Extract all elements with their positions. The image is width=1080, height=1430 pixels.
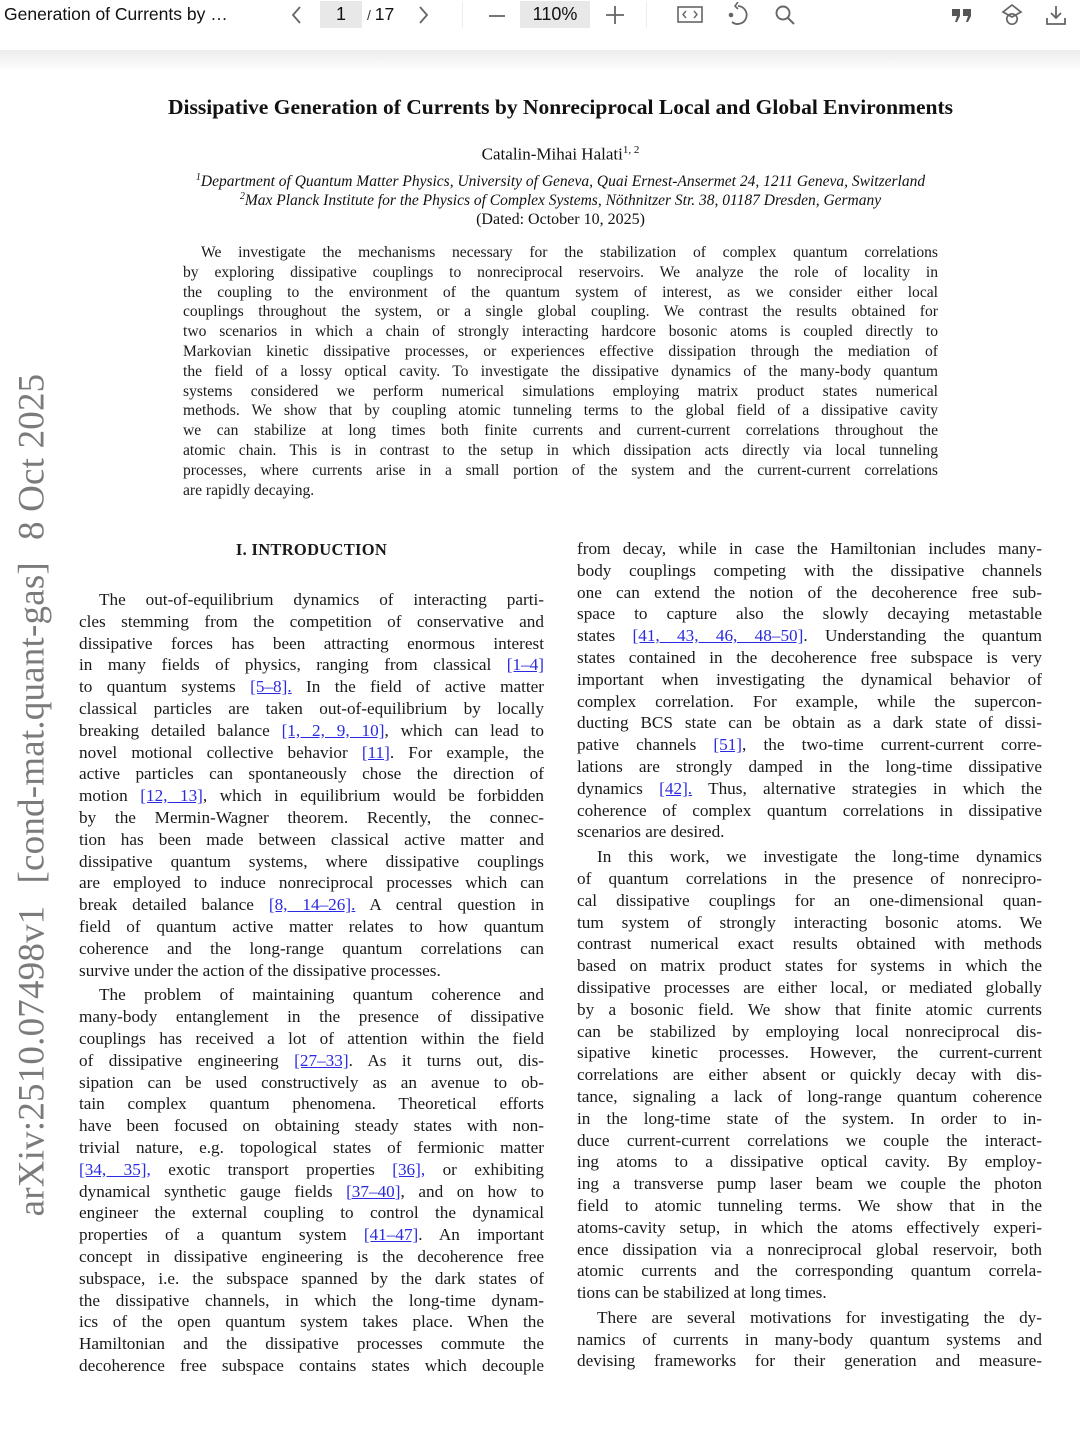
- citation-link[interactable]: [34, 35],: [79, 1159, 151, 1179]
- text-line: [577, 669, 1042, 691]
- text-line: [577, 1195, 1042, 1217]
- affiliation-1: [0, 172, 1080, 191]
- author-name: Catalin-Mihai Halati: [481, 144, 623, 164]
- line-text: are employed to induce nonreciprocal processes which can: [79, 873, 544, 893]
- left-column: [79, 537, 544, 1377]
- line-text: tum system of strongly interacting bosonic atoms. We: [577, 912, 1042, 932]
- line-text: . Understanding the quantum: [803, 626, 1042, 646]
- chevron-left-icon: [290, 5, 304, 25]
- line-text: properties of a quantum system: [79, 1225, 364, 1245]
- text-line: [577, 734, 1042, 756]
- abstract-line: atomic chain. This is in contrast to the setup in which dissipation acts directly via local tunneling: [183, 441, 938, 459]
- rotate-icon: [726, 2, 750, 28]
- arxiv-category: [cond-mat.quant-gas]: [11, 562, 53, 884]
- fit-page-icon: [677, 5, 703, 25]
- chevron-right-icon: [416, 5, 430, 25]
- citation-link[interactable]: [41, 43, 46, 48–50]: [632, 626, 804, 646]
- pdf-viewer-toolbar: [0, 0, 1080, 30]
- affiliation-2: [0, 191, 1080, 210]
- text-line: [577, 1151, 1042, 1173]
- line-text: cles stemming from the competition of conservative and: [79, 611, 544, 631]
- text-line: [79, 698, 544, 720]
- text-line: [577, 912, 1042, 934]
- line-text: novel motional collective behavior: [79, 742, 362, 762]
- line-text: sipative kinetic processes. However, the current-current: [577, 1043, 1042, 1063]
- text-line: [577, 890, 1042, 912]
- line-text: correlations are either absent or quickly decay with dis-: [577, 1065, 1042, 1085]
- line-text: exotic transport properties: [150, 1159, 393, 1179]
- abstract-line: the coupling to the environment of the quantum system of interest, as we consider either local: [183, 283, 938, 301]
- line-text: of dissipative engineering: [79, 1050, 295, 1070]
- text-line: [577, 933, 1042, 955]
- citation-link[interactable]: [1–4]: [506, 655, 544, 675]
- citation-link[interactable]: [41–47]: [363, 1225, 419, 1245]
- line-text: tain complex quantum phenomena. Theoretical efforts: [79, 1094, 544, 1114]
- citation-link[interactable]: [8, 14–26].: [268, 895, 356, 915]
- text-line: [79, 1268, 544, 1290]
- search-icon: [774, 4, 796, 26]
- line-text: tions can be stabilized at long times.: [577, 1283, 827, 1303]
- line-text: by a bosonic field. We show that finite atomic currents: [577, 999, 1042, 1019]
- rotate-button[interactable]: [725, 3, 751, 27]
- text-line: [577, 846, 1042, 868]
- line-text: couplings has received a lot of attention within the field: [79, 1028, 544, 1048]
- line-text: namics of currents in many-body quantum systems and: [577, 1329, 1042, 1349]
- text-line: [79, 1224, 544, 1246]
- line-text: one can extend the notion of the decoherence free sub-: [577, 582, 1042, 602]
- text-line: [79, 829, 544, 851]
- affiliation-text: Max Planck Institute for the Physics of Complex Systems, Nöthnitzer Str. 38, 01187 Dresden, Germany: [244, 192, 882, 210]
- page-total: / 17: [367, 4, 395, 24]
- line-text: complex correlation. For example, while the supercon-: [577, 691, 1042, 711]
- author: [0, 144, 1080, 165]
- line-text: active particles can spontaneously chose the direction of: [79, 764, 544, 784]
- text-line: [577, 1173, 1042, 1195]
- toolbar-divider: [462, 1, 463, 28]
- line-text: the dissipative channels, in which the long-time dynam-: [79, 1290, 544, 1310]
- line-text: pative channels: [577, 735, 714, 755]
- text-line: [577, 756, 1042, 778]
- citation-link[interactable]: [42].: [659, 778, 693, 798]
- line-text: of quantum correlations in the presence of nonrecipro-: [577, 868, 1042, 888]
- page-number-input[interactable]: [320, 1, 362, 28]
- text-line: [79, 633, 544, 655]
- author-affiliation-marks: 1, 2: [622, 144, 640, 156]
- line-text: dynamics: [577, 778, 660, 798]
- affiliation-text: Department of Quantum Matter Physics, University of Geneva, Quai Ernest-Ansermet 24, 1211 Geneva, Switzerland: [200, 173, 926, 191]
- text-line: [577, 538, 1042, 560]
- line-text: A central question in: [355, 895, 544, 915]
- text-line: [577, 800, 1042, 822]
- line-text: decoherence free subspace contains states which decouple: [79, 1355, 544, 1375]
- line-text: sipation can be used constructively as an avenue to ob-: [79, 1072, 544, 1092]
- line-text: , and on how to: [400, 1181, 544, 1201]
- text-line: [79, 1159, 544, 1181]
- line-text: ducting BCS state can be obtain as a dark state of dissi-: [577, 713, 1042, 733]
- line-text: survive under the action of the dissipative processes.: [79, 960, 441, 980]
- abstract-line: are rapidly decaying.: [183, 481, 315, 499]
- line-text: cal dissipative couplings for an one-dimensional quan-: [577, 890, 1042, 910]
- text-line: [79, 1050, 544, 1072]
- text-line: [79, 1028, 544, 1050]
- abstract-line: the field of a lossy optical cavity. To investigate the dissipative dynamics of the many-body quantum: [183, 362, 938, 380]
- text-line: [79, 1246, 544, 1268]
- line-text: scenarios are desired.: [577, 822, 725, 842]
- citation-link[interactable]: [37–40]: [346, 1181, 401, 1201]
- scholar-button[interactable]: [1000, 3, 1024, 27]
- left-column-text: [79, 589, 544, 1377]
- citation-link[interactable]: [51]: [713, 735, 743, 755]
- citation-link[interactable]: [27–33]: [294, 1050, 349, 1070]
- text-line: [79, 676, 544, 698]
- text-line: [79, 1202, 544, 1224]
- text-line: [577, 1350, 1042, 1372]
- line-text: atoms-cavity setup, in which the atoms effectively experi-: [577, 1217, 1042, 1237]
- text-line: [79, 654, 544, 676]
- right-column-text: [577, 538, 1042, 1372]
- text-line: [577, 1086, 1042, 1108]
- text-line: [79, 1115, 544, 1137]
- text-line: [79, 1333, 544, 1355]
- line-text: based on matrix product states for systems in which the: [577, 956, 1042, 976]
- abstract-line: couplings throughout the system, or a single global coupling. We contrast the results obtained for: [183, 303, 938, 321]
- line-text: to quantum systems: [79, 677, 251, 697]
- citation-link[interactable]: [1, 2, 9, 10]: [281, 720, 385, 740]
- text-line: [79, 960, 544, 982]
- line-text: in many fields of physics, ranging from classical: [79, 655, 507, 675]
- line-text: There are several motivations for investigating the dy-: [597, 1307, 1042, 1327]
- abstract: [183, 243, 938, 500]
- line-text: , the two-time current-current corre-: [742, 735, 1042, 755]
- arxiv-date: 8 Oct 2025: [11, 373, 53, 541]
- line-text: or exhibiting: [425, 1159, 544, 1179]
- text-line: [79, 785, 544, 807]
- total-pages: 17: [374, 4, 395, 24]
- abstract-line: systems considered we perform numerical simulations employing matrix product states numerical: [183, 382, 938, 400]
- line-text: duce current-current correlations we couple the interact-: [577, 1130, 1042, 1150]
- text-line: [79, 851, 544, 873]
- line-text: have been focused on obtaining steady states with non-: [79, 1116, 544, 1136]
- text-line: [577, 1108, 1042, 1130]
- line-text: dissipative quantum systems, where dissipative couplings: [79, 851, 544, 871]
- text-line: [577, 1064, 1042, 1086]
- text-line: [577, 1239, 1042, 1261]
- text-line: [577, 778, 1042, 800]
- citation-link[interactable]: [11]: [361, 742, 390, 762]
- line-text: . An important: [418, 1225, 544, 1245]
- text-line: [577, 625, 1042, 647]
- text-line: [577, 647, 1042, 669]
- abstract-line: we can stabilize at long times both finite currents and current-current correlations throughout the: [183, 422, 938, 440]
- arxiv-id: arXiv:2510.07498v1: [11, 905, 53, 1217]
- line-text: engineer the external coupling to control the dynamical: [79, 1203, 544, 1223]
- cite-button[interactable]: [950, 3, 974, 27]
- abstract-line: processes, where currents arise in a small portion of the system and the current-current correlations: [183, 461, 938, 479]
- line-text: atomic currents and the corresponding quantum correla-: [577, 1261, 1042, 1281]
- download-icon: [1045, 4, 1067, 26]
- line-text: motion: [79, 786, 141, 806]
- line-text: subspace, i.e. the subspace spanned by the dark states of: [79, 1268, 544, 1288]
- document-title: Generation of Currents by …: [4, 4, 228, 24]
- line-text: trivial nature, e.g. topological states of fermionic matter: [79, 1137, 544, 1157]
- text-line: [79, 1181, 544, 1203]
- text-line: [79, 1290, 544, 1312]
- abstract-line: We investigate the mechanisms necessary for the stabilization of complex quantum correlations: [201, 244, 938, 261]
- citation-link[interactable]: [12, 13]: [140, 786, 203, 806]
- section-heading: I. INTRODUCTION: [235, 540, 388, 559]
- zoom-out-button[interactable]: [485, 3, 509, 27]
- text-line: [79, 1311, 544, 1333]
- zoom-level-input[interactable]: [520, 1, 590, 28]
- text-line: [577, 1260, 1042, 1282]
- text-line: [79, 742, 544, 764]
- citation-link[interactable]: [36],: [392, 1159, 426, 1179]
- line-text: from decay, while in case the Hamiltonian includes many-: [577, 539, 1042, 558]
- abstract-line: two scenarios in which a chain of strongly interacting hardcore bosonic atoms is coupled directly to: [183, 323, 938, 341]
- line-text: states: [577, 626, 633, 646]
- line-text: coherence of complex quantum correlations in dissipative: [577, 800, 1042, 820]
- search-button[interactable]: [773, 3, 797, 27]
- line-text: space to capture also the slowly decaying metastable: [577, 604, 1042, 624]
- text-line: [79, 589, 544, 611]
- line-text: tance, signaling a lack of long-range quantum coherence: [577, 1086, 1042, 1106]
- zoom-in-icon: [604, 4, 626, 26]
- paper-title: Dissipative Generation of Currents by Nonreciprocal Local and Global Environments: [168, 95, 953, 119]
- text-line: [577, 560, 1042, 582]
- line-text: . For example, the: [389, 742, 544, 762]
- download-button[interactable]: [1044, 3, 1068, 27]
- next-page-button[interactable]: [412, 3, 434, 27]
- text-line: [79, 807, 544, 829]
- scholar-icon: [1001, 3, 1023, 27]
- text-line: [79, 1093, 544, 1115]
- line-text: many-body entanglement in the presence of dissipative: [79, 1007, 544, 1027]
- line-text: contrast numerical exact results obtained with methods: [577, 934, 1042, 954]
- text-line: [577, 868, 1042, 890]
- abstract-line: methods. We show that by coupling atomic tunneling terms to the global field of a dissipative cavity: [183, 402, 938, 420]
- text-line: [79, 872, 544, 894]
- text-line: [577, 603, 1042, 625]
- line-text: field of quantum active matter relates to how quantum: [79, 916, 544, 936]
- line-text: can be stabilized by employing local nonreciprocal dis-: [577, 1021, 1042, 1041]
- abstract-line: Markovian kinetic dissipative processes, or experiences effective dissipation through the mediation of: [183, 342, 938, 360]
- text-line: [79, 1072, 544, 1094]
- line-text: breaking detailed balance: [79, 720, 282, 740]
- affiliation-mark: 2: [239, 191, 245, 202]
- line-text: Thus, alternative strategies in which the: [692, 778, 1043, 798]
- line-text: tion has been made between classical active matter and: [79, 829, 544, 849]
- text-line: [79, 720, 544, 742]
- line-text: , which in equilibrium would be forbidden: [202, 786, 544, 806]
- line-text: states contained in the decoherence free subspace is very: [577, 647, 1042, 667]
- text-line: [577, 1282, 1042, 1304]
- text-line: [577, 821, 1042, 843]
- line-text: break detailed balance: [79, 895, 269, 915]
- line-text: , which can lead to: [384, 720, 544, 740]
- text-line: [577, 1217, 1042, 1239]
- line-text: The problem of maintaining quantum coherence and: [99, 985, 544, 1005]
- dated-line: (Dated: October 10, 2025): [476, 211, 645, 228]
- zoom-out-icon: [487, 5, 507, 25]
- text-line: [577, 1042, 1042, 1064]
- line-text: dissipative forces has been attracting enormous interest: [79, 633, 544, 653]
- line-text: Hamiltonian and the dissipative processes commute the: [79, 1334, 544, 1354]
- text-line: [79, 916, 544, 938]
- citation-link[interactable]: [5–8].: [250, 677, 292, 697]
- line-text: ence dissipation via a nonreciprocal global reservoir, both: [577, 1239, 1042, 1259]
- text-line: [79, 763, 544, 785]
- text-line: [577, 582, 1042, 604]
- text-line: [577, 1329, 1042, 1351]
- line-text: ics of the open quantum system takes place. When the: [79, 1312, 544, 1332]
- toolbar-shadow: [0, 50, 1080, 72]
- text-line: [577, 999, 1042, 1021]
- text-line: [79, 984, 544, 1006]
- text-line: [79, 894, 544, 916]
- line-text: concept in dissipative engineering is the decoherence free: [79, 1246, 544, 1266]
- line-text: by the Mermin-Wagner theorem. Recently, the connec-: [79, 807, 544, 827]
- line-text: lations are strongly damped in the long-time dissipative: [577, 756, 1042, 776]
- text-line: [577, 955, 1042, 977]
- text-line: [577, 977, 1042, 999]
- line-text: In this work, we investigate the long-time dynamics: [597, 847, 1042, 867]
- text-line: [577, 1130, 1042, 1152]
- line-text: body couplings competing with the dissipative channels: [577, 560, 1042, 580]
- text-line: [79, 1137, 544, 1159]
- line-text: dynamical synthetic gauge fields: [79, 1181, 347, 1201]
- line-text: dissipative processes are either local, or mediated globally: [577, 977, 1042, 997]
- line-text: ing a transverse pump laser beam we couple the photon: [577, 1174, 1042, 1194]
- text-line: [577, 1307, 1042, 1329]
- text-line: [577, 1021, 1042, 1043]
- text-line: [577, 691, 1042, 713]
- fit-page-button[interactable]: [676, 3, 704, 27]
- text-line: [79, 1006, 544, 1028]
- quote-icon: [951, 6, 973, 24]
- abstract-line: by exploring dissipative couplings to nonreciprocal reservoirs. We analyze the role of locality in: [183, 263, 938, 281]
- right-column: [577, 538, 1042, 1372]
- line-text: ing atoms to a dissipative optical cavity. By employ-: [577, 1152, 1042, 1172]
- affiliation-mark: 1: [195, 172, 201, 183]
- arxiv-stamp: [11, 374, 54, 1217]
- line-text: field to atomic tunneling terms. We show that in the: [577, 1195, 1042, 1215]
- line-text: In the field of active matter: [291, 677, 545, 697]
- line-text: . As it turns out, dis-: [348, 1050, 545, 1070]
- previous-page-button[interactable]: [286, 3, 308, 27]
- line-text: important when investigating the dynamical behavior of: [577, 669, 1042, 689]
- text-line: [79, 611, 544, 633]
- line-text: classical particles are taken out-of-equilibrium by locally: [79, 698, 544, 718]
- zoom-in-button[interactable]: [603, 3, 627, 27]
- line-text: devising frameworks for their generation and measure-: [577, 1351, 1042, 1371]
- text-line: [577, 712, 1042, 734]
- text-line: [79, 938, 544, 960]
- line-text: coherence and the long-range quantum correlations can: [79, 938, 544, 958]
- toolbar-divider: [646, 1, 647, 28]
- text-line: [79, 1355, 544, 1377]
- line-text: The out-of-equilibrium dynamics of interacting parti-: [99, 590, 544, 609]
- line-text: in the long-time state of the system. In order to in-: [577, 1108, 1042, 1128]
